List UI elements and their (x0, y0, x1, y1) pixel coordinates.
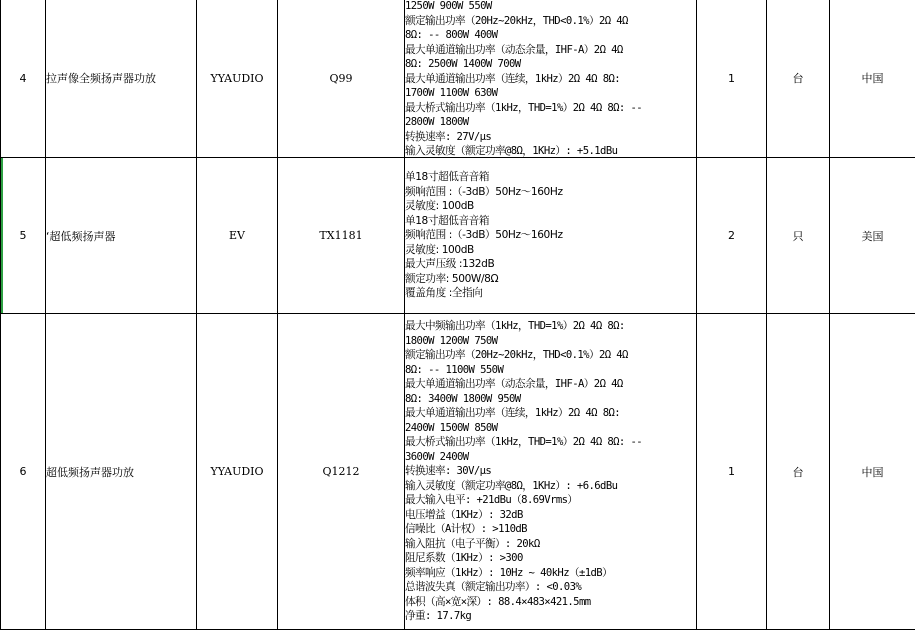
unit[interactable]: 台 (767, 314, 830, 630)
spec-line: 最大声压级 :132dB (405, 258, 495, 271)
spec-line: 8Ω: 3400W 1800W 950W (405, 392, 521, 405)
spec-lines (405, 319, 696, 624)
brand[interactable]: YYAUDIO (197, 0, 278, 158)
spec-line: 最大桥式输出功率（1kHz，THD=1%）2Ω 4Ω 8Ω: -- (405, 436, 643, 449)
unit[interactable]: 只 (767, 158, 830, 314)
spec-line: 体积（高×宽×深）: 88.4×483×421.5mm (405, 595, 591, 608)
product-name[interactable]: ‘超低频扬声器 (46, 158, 197, 314)
spec-line: 最大桥式输出功率（1kHz，THD=1%）2Ω 4Ω 8Ω: -- (405, 101, 643, 114)
model[interactable]: Q99 (278, 0, 405, 158)
spec-line: 1800W 1200W 750W (405, 334, 498, 347)
spec-line: 频率响应（1kHz）: 10Hz ~ 40kHz（±1dB） (405, 566, 613, 579)
spec-line: 最大输入电平: +21dBu（8.69Vrms） (405, 494, 578, 507)
table-row (1, 0, 915, 158)
spec-line: 灵敏度: 100dB (405, 243, 474, 256)
spec-line: 转换速率: 27V/μs (405, 130, 492, 143)
spec-cell[interactable] (405, 158, 697, 314)
row-number[interactable]: 6 (1, 314, 46, 630)
spec-line: 最大单通道输出功率（动态余量，IHF-A）2Ω 4Ω (405, 378, 623, 391)
spec-line: 灵敏度: 100dB (405, 200, 474, 213)
spec-line: 输入阻抗（电子平衡）: 20kΩ (405, 537, 540, 550)
spec-line: 8Ω: -- 1100W 550W (405, 363, 504, 376)
spec-line: 额定输出功率（20Hz~20kHz，THD<0.1%）2Ω 4Ω (405, 14, 628, 27)
brand[interactable]: EV (197, 158, 278, 314)
model[interactable]: TX1181 (278, 158, 405, 314)
quantity[interactable]: 1 (697, 314, 767, 630)
spec-line: 最大中频输出功率（1kHz，THD=1%）2Ω 4Ω 8Ω: (405, 320, 625, 333)
unit[interactable]: 台 (767, 0, 830, 158)
origin[interactable]: 中国 (830, 314, 915, 630)
spec-line: 电压增益（1KHz）: 32dB (405, 508, 523, 521)
spec-line: 最大单通道输出功率（连续，1kHz）2Ω 4Ω 8Ω: (405, 407, 621, 420)
table-row (1, 158, 915, 314)
spec-line: 转换速率: 30V/μs (405, 465, 492, 478)
spec-line: 总谐波失真（额定输出功率）: <0.03% (405, 581, 582, 594)
spec-lines (405, 170, 696, 301)
spec-line: 频响范围 :（-3dB）50Hz～160Hz (405, 185, 563, 198)
spec-cell[interactable] (405, 314, 697, 630)
spec-line: 净重: 17.7kg (405, 610, 472, 623)
spec-line: 2400W 1500W 850W (405, 421, 498, 434)
spec-line: 1250W 900W 550W (405, 0, 492, 12)
spec-line: 8Ω: -- 800W 400W (405, 29, 498, 41)
row-number[interactable]: 5 (1, 158, 46, 314)
spec-line: 单18寸超低音音箱 (405, 214, 490, 227)
quantity[interactable]: 1 (697, 0, 767, 158)
spec-line: 单18寸超低音音箱 (405, 171, 490, 184)
origin[interactable]: 美国 (830, 158, 915, 314)
row-number[interactable]: 4 (1, 0, 46, 158)
spec-line: 2800W 1800W (405, 116, 469, 128)
spec-cell[interactable] (405, 0, 697, 158)
spec-line: 阻尼系数（1KHz）: >300 (405, 552, 523, 565)
quantity[interactable]: 2 (697, 158, 767, 314)
table-row (1, 314, 915, 630)
spec-line: 1700W 1100W 630W (405, 87, 498, 99)
brand[interactable]: YYAUDIO (197, 314, 278, 630)
spec-line: 最大单通道输出功率（动态余量，IHF-A）2Ω 4Ω (405, 43, 623, 56)
spec-line: 信噪比（A计权）: >110dB (405, 523, 527, 536)
product-name[interactable]: 超低频扬声器功放 (46, 314, 197, 630)
spec-line: 频响范围 :（-3dB）50Hz～160Hz (405, 229, 563, 242)
spec-line: 覆盖角度 :全指向 (405, 287, 483, 300)
spec-line: 额定输出功率（20Hz~20kHz，THD<0.1%）2Ω 4Ω (405, 349, 628, 362)
product-name[interactable]: 拉声像全频扬声器功放 (46, 0, 197, 158)
spec-line: 输入灵敏度（额定功率@8Ω，1KHz）: +5.1dBu (405, 145, 618, 157)
spec-line: 8Ω: 2500W 1400W 700W (405, 58, 521, 70)
spec-line: 输入灵敏度（额定功率@8Ω，1KHz）: +6.6dBu (405, 479, 618, 492)
spec-line: 额定功率: 500W/8Ω (405, 272, 499, 285)
spec-line: 最大单通道输出功率（连续，1kHz）2Ω 4Ω 8Ω: (405, 72, 621, 85)
spec-lines (405, 0, 696, 157)
spec-line: 3600W 2400W (405, 450, 469, 463)
origin[interactable]: 中国 (830, 0, 915, 158)
model[interactable]: Q1212 (278, 314, 405, 630)
